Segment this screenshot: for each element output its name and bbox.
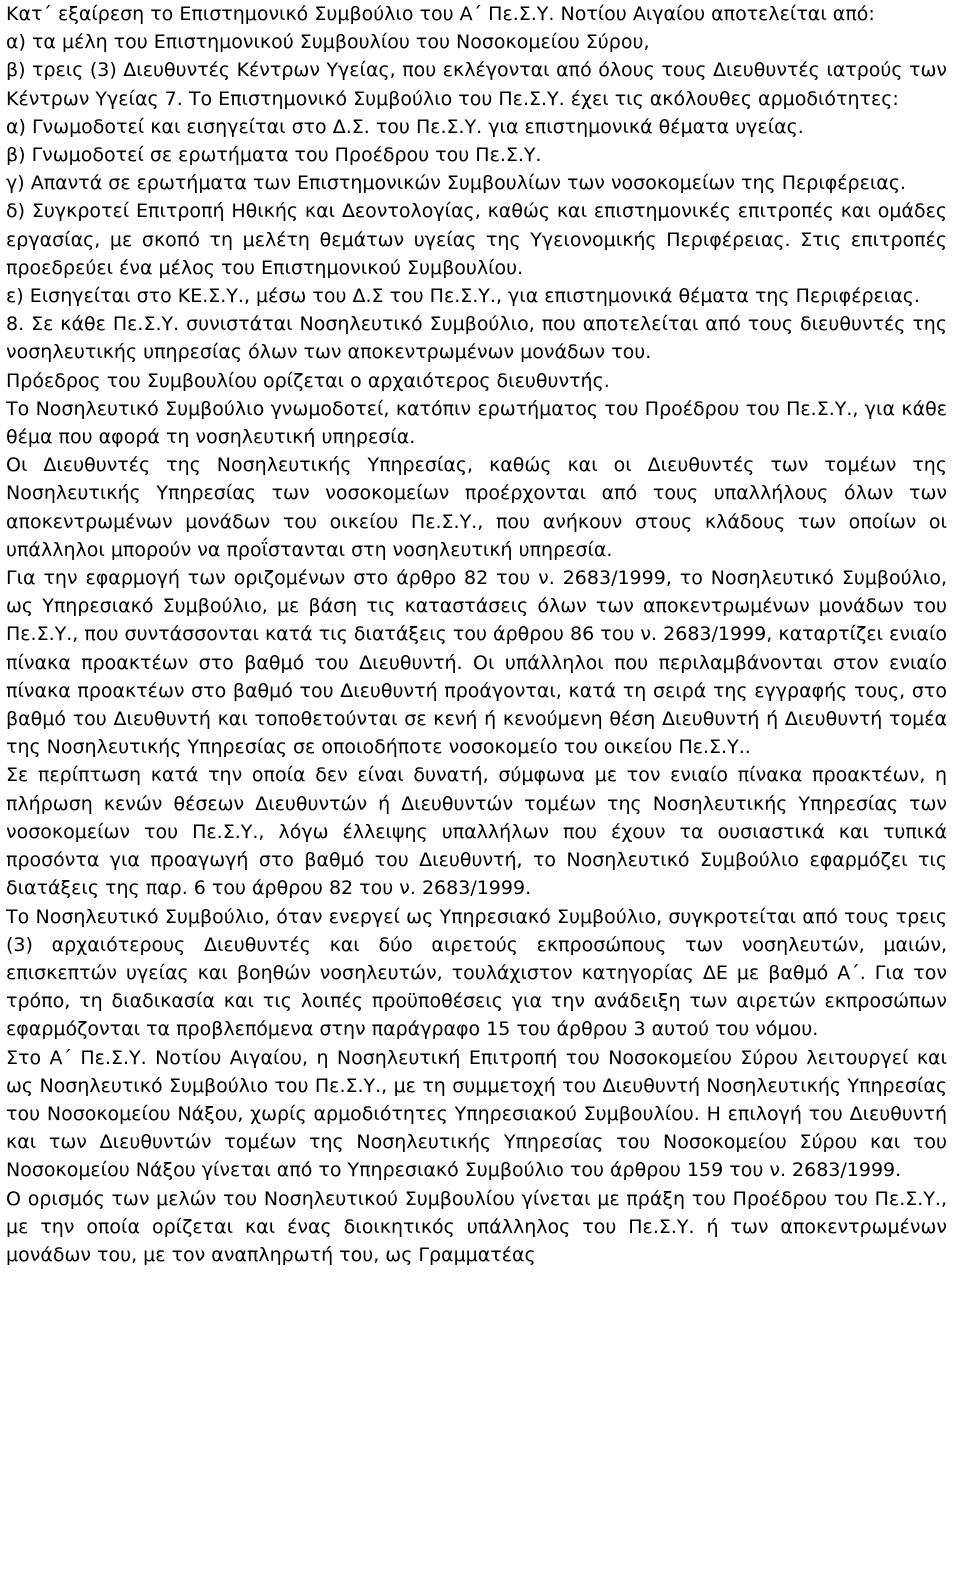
paragraph-appointment: Ο ορισμός των μελών του Νοσηλευτικού Συμβουλίου γίνεται με πράξη του Προέδρου του Πε.Σ.Υ., με την οποία ορίζεται και ένας διοικητικός υπάλληλος του Πε.Σ.Υ. ή των αποκεντρωμένων μονάδων του, με τον αναπληρωτή του, ως Γραμματέας	[6, 1187, 947, 1266]
paragraph-exception: Κατ΄ εξαίρεση το Επιστημονικό Συμβούλιο του Α΄ Πε.Σ.Υ. Νοτίου Αιγαίου αποτελείται από:	[6, 3, 875, 25]
paragraph-service-council: Το Νοσηλευτικό Συμβούλιο, όταν ενεργεί ως Υπηρεσιακό Συμβούλιο, συγκροτείται από τους τρεις (3) αρχαιότερους Διευθυντές και δύο αιρετούς εκπροσώπους των νοσηλευτών, μαιών, επισκεπτών υγείας και βοηθών νοσηλευτών, τουλάχιστον κατηγορίας ΔΕ με βαθμό Α΄. Για τον τρόπο, τη διαδικασία και τις λοιπές προϋποθέσεις για την ανάδειξη των αιρετών εκπροσώπων εφαρμόζονται τα προβλεπόμενα στην παράγραφο 15 του άρθρου 3 αυτού του νόμου.	[6, 905, 947, 1041]
document-body	[6, 0, 947, 1269]
paragraph-item-b: β) τρεις (3) Διευθυντές Κέντρων Υγείας, που εκλέγονται από όλους τους Διευθυντές ιατρούς των Κέντρων Υγείας 7. Το Επιστημονικό Συμβούλιο του Πε.Σ.Υ. έχει τις ακόλουθες αρμοδιότητες:	[6, 59, 947, 110]
paragraph-duty-b: β) Γνωμοδοτεί σε ερωτήματα του Προέδρου του Πε.Σ.Υ.	[6, 144, 542, 167]
paragraph-vacancies: Σε περίπτωση κατά την οποία δεν είναι δυνατή, σύμφωνα με τον ενιαίο πίνακα προακτέων, η πλήρωση κενών θέσεων Διευθυντών ή Διευθυντών τομέων της Νοσηλευτικής Υπηρεσίας των νοσοκομείων του Πε.Σ.Υ., λόγω έλλειψης υπαλλήλων που έχουν τα ουσιαστικά και τυπικά προσόντα για προαγωγή στο βαθμό του Διευθυντή, το Νοσηλευτικό Συμβούλιο εφαρμόζει τις διατάξεις της παρ. 6 του άρθρου 82 του ν. 2683/1999.	[6, 764, 947, 900]
paragraph-duty-d: δ) Συγκροτεί Επιτροπή Ηθικής και Δεοντολογίας, καθώς και επιστημονικές επιτροπές και ομάδες εργασίας, με σκοπό τη μελέτη θεμάτων υγείας της Υγειονομικής Περιφέρειας. Στις επιτροπές προεδρεύει ένα μέλος του Επιστημονικού Συμβουλίου.	[6, 200, 947, 279]
paragraph-directors: Οι Διευθυντές της Νοσηλευτικής Υπηρεσίας, καθώς και οι Διευθυντές των τομέων της Νοσηλευτικής Υπηρεσίας των νοσοκομείων προέρχονται από τους υπαλλήλους όλων των αποκεντρωμένων μονάδων του οικείου Πε.Σ.Υ., που ανήκουν στους κλάδους των οποίων οι υπάλληλοι μπορούν να προΐστανται στη νοσηλευτική υπηρεσία.	[6, 454, 947, 561]
paragraph-president: Πρόεδρος του Συμβουλίου ορίζεται ο αρχαιότερος διευθυντής.	[6, 369, 610, 392]
paragraph-south-aegean: Στο Α΄ Πε.Σ.Υ. Νοτίου Αιγαίου, η Νοσηλευτική Επιτροπή του Νοσοκομείου Σύρου λειτουργεί και ως Νοσηλευτικό Συμβούλιο του Πε.Σ.Υ., με τη συμμετοχή του Διευθυντή Νοσηλευτικής Υπηρεσίας του Νοσοκομείου Νάξου, χωρίς αρμοδιότητες Υπηρεσιακού Συμβουλίου. Η επιλογή του Διευθυντή και των Διευθυντών τομέων της Νοσηλευτικής Υπηρεσίας του Νοσοκομείου Σύρου και του Νοσοκομείου Νάξου γίνεται από το Υπηρεσιακό Συμβούλιο του άρθρου 159 του ν. 2683/1999.	[6, 1046, 947, 1182]
paragraph-duty-c: γ) Απαντά σε ερωτήματα των Επιστημονικών Συμβουλίων των νοσοκομείων της Περιφέρειας.	[6, 172, 907, 195]
paragraph-advisory: Το Νοσηλευτικό Συμβούλιο γνωμοδοτεί, κατόπιν ερωτήματος του Προέδρου του Πε.Σ.Υ., για κάθε θέμα που αφορά τη νοσηλευτική υπηρεσία.	[6, 397, 947, 449]
paragraph-item-a: α) τα μέλη του Επιστημονικού Συμβουλίου του Νοσοκομείου Σύρου,	[6, 31, 650, 54]
paragraph-article-82: Για την εφαρμογή των οριζομένων στο άρθρο 82 του ν. 2683/1999, το Νοσηλευτικό Συμβούλιο, ως Υπηρεσιακό Συμβούλιο, με βάση τις καταστάσεις όλων των αποκεντρωμένων μονάδων του Πε.Σ.Υ., που συντάσσονται κατά τις διατάξεις του άρθρου 86 του ν. 2683/1999, καταρτίζει ενιαίο πίνακα προακτέων στο βαθμό του Διευθυντή. Οι υπάλληλοι που περιλαμβάνονται στον ενιαίο πίνακα προακτέων στο βαθμό του Διευθυντή προάγονται, κατά τη σειρά της εγγραφής τους, στο βαθμό του Διευθυντή και τοποθετούνται σε κενή ή κενούμενη θέση Διευθυντή ή Διευθυντή τομέα της Νοσηλευτικής Υπηρεσίας σε οποιοδήποτε νοσοκομείο του οικείου Πε.Σ.Υ..	[6, 567, 947, 759]
paragraph-duty-e: ε) Εισηγείται στο ΚΕ.Σ.Υ., μέσω του Δ.Σ του Πε.Σ.Υ., για επιστημονικά θέματα της Περιφέρειας.	[6, 285, 920, 308]
paragraph-duty-a: α) Γνωμοδοτεί και εισηγείται στο Δ.Σ. του Πε.Σ.Υ. για επιστημονικά θέματα υγείας.	[6, 115, 804, 138]
paragraph-section-8: 8. Σε κάθε Πε.Σ.Υ. συνιστάται Νοσηλευτικό Συμβούλιο, που αποτελείται από τους διευθυντές της νοσηλευτικής υπηρεσίας όλων των αποκεντρωμένων μονάδων του.	[6, 313, 947, 364]
